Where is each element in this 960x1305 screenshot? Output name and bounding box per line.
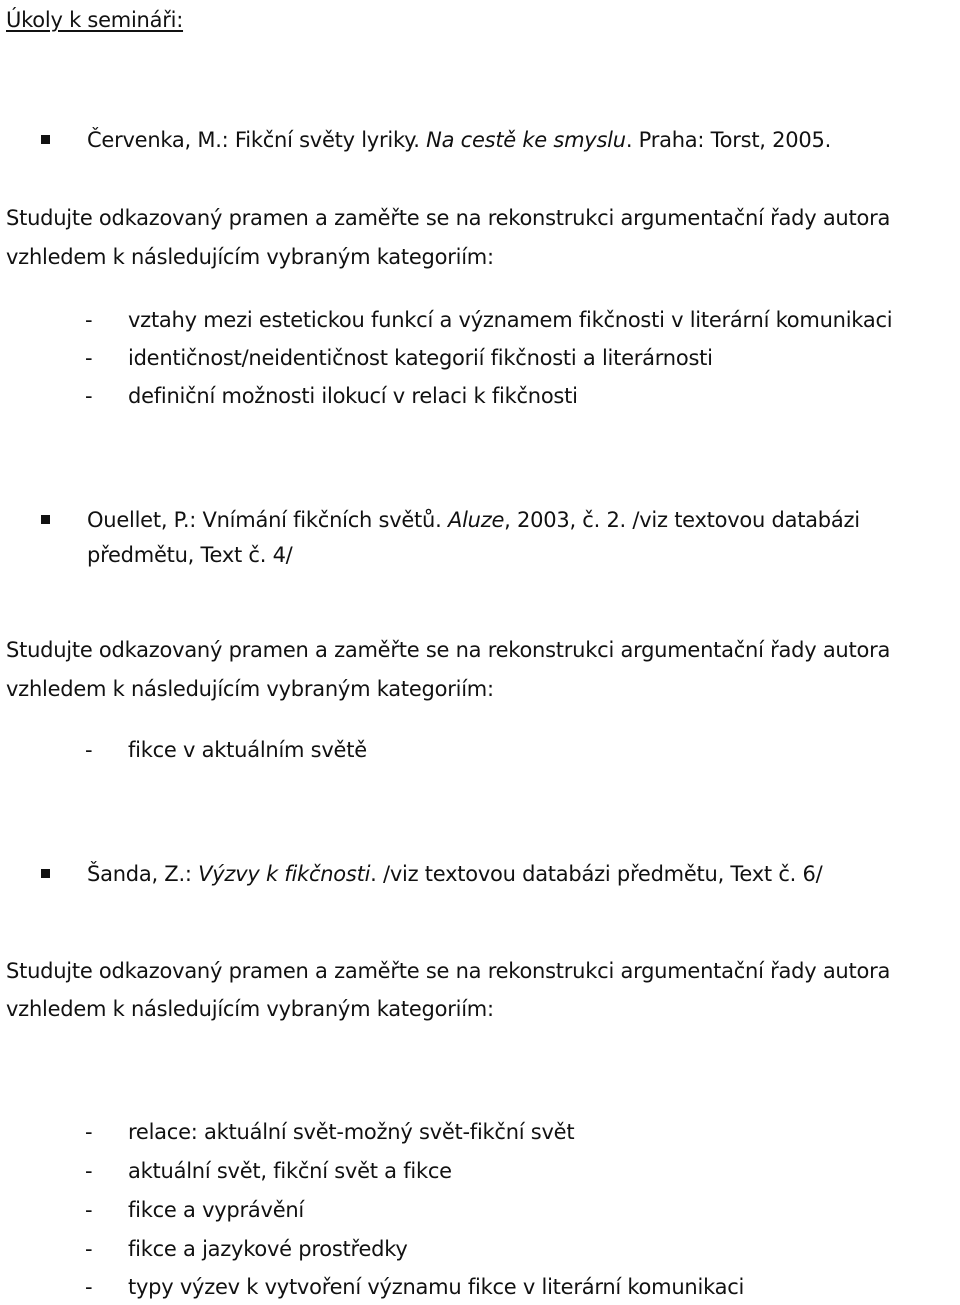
source-3-italic: Výzvy k fikčnosti <box>198 862 371 886</box>
list-item-text: aktuální svět, fikční svět a fikce <box>128 1159 452 1183</box>
source-2-italic: Aluze <box>447 508 505 532</box>
source-2-rest: , 2003, č. 2. /viz textovou databázi <box>504 508 860 532</box>
instruction-3a: Studujte odkazovaný pramen a zaměřte se na rekonstrukci argumentační řady autora <box>6 959 891 983</box>
instruction-1a: Studujte odkazovaný pramen a zaměřte se na rekonstrukci argumentační řady autora <box>6 206 891 230</box>
source-3-author: Šanda, Z.: <box>87 862 199 886</box>
list-item <box>87 1273 744 1301</box>
instruction-2a: Studujte odkazovaný pramen a zaměřte se na rekonstrukci argumentační řady autora <box>6 638 891 662</box>
list-item-text: definiční možnosti ilokucí v relaci k fikčnosti <box>128 384 578 408</box>
dash-marker: - <box>85 738 93 762</box>
instruction-2b: vzhledem k následujícím vybraným kategoriím: <box>6 677 494 701</box>
list-item-text: relace: aktuální svět-možný svět-fikční svět <box>128 1120 575 1144</box>
dash-marker: - <box>85 346 93 370</box>
list-item-text: fikce a jazykové prostředky <box>128 1237 408 1261</box>
instruction-1b: vzhledem k následujícím vybraným kategoriím: <box>6 245 494 269</box>
square-bullet-icon <box>41 515 50 524</box>
list-item-text: fikce a vyprávění <box>128 1198 305 1222</box>
list-item <box>87 1157 452 1185</box>
list-item <box>87 1118 574 1146</box>
source-2-continuation: předmětu, Text č. 4/ <box>87 543 293 567</box>
list-item <box>87 344 713 372</box>
list-item <box>87 736 367 764</box>
list-item <box>87 306 892 334</box>
source-2-author: Ouellet, P.: Vnímání fikčních světů. <box>87 508 448 532</box>
list-item-text: fikce v aktuálním světě <box>128 738 367 762</box>
page-title: Úkoly k semináři: <box>6 8 184 32</box>
source-1-author: Červenka, M.: Fikční světy lyriky. <box>87 128 427 152</box>
list-item <box>87 1235 408 1263</box>
list-item-text: typy výzev k vytvoření významu fikce v literární komunikaci <box>128 1275 745 1299</box>
dash-marker: - <box>85 1120 93 1144</box>
dash-marker: - <box>85 1198 93 1222</box>
source-3-rest: . /viz textovou databázi předmětu, Text č. 6/ <box>370 862 823 886</box>
square-bullet-icon <box>41 135 50 144</box>
dash-marker: - <box>85 1275 93 1299</box>
list-item-text: identičnost/neidentičnost kategorií fikčnosti a literárnosti <box>128 346 713 370</box>
dash-marker: - <box>85 308 93 332</box>
list-item <box>87 1196 304 1224</box>
list-item <box>87 382 578 410</box>
square-bullet-icon <box>41 869 50 878</box>
source-1-rest: . Praha: Torst, 2005. <box>625 128 832 152</box>
dash-marker: - <box>85 1237 93 1261</box>
list-item-text: vztahy mezi estetickou funkcí a významem fikčnosti v literární komunikaci <box>128 308 893 332</box>
dash-marker: - <box>85 1159 93 1183</box>
source-1-italic: Na cestě ke smyslu <box>426 128 626 152</box>
dash-marker: - <box>85 384 93 408</box>
instruction-3b: vzhledem k následujícím vybraným kategoriím: <box>6 997 494 1021</box>
